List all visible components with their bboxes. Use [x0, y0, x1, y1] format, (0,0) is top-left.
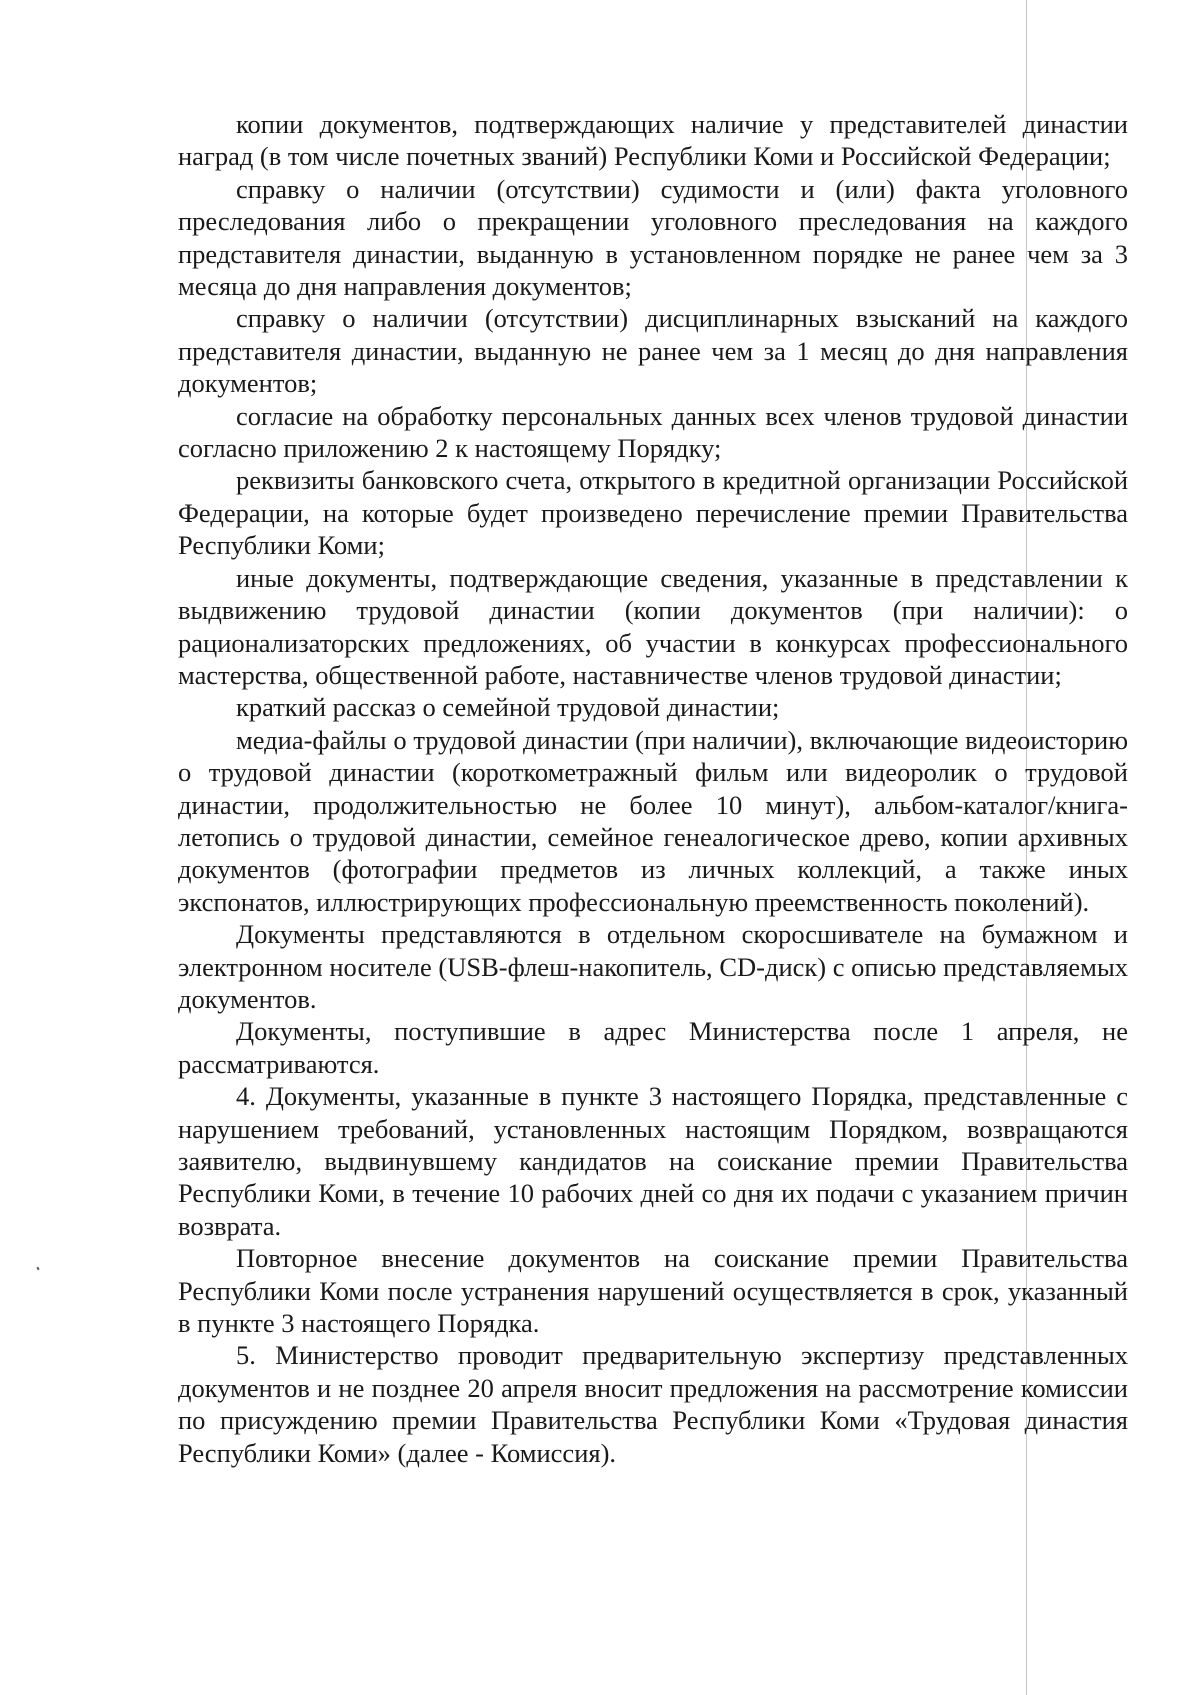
- document-body: [178, 108, 1128, 1469]
- paragraph-awards-copies: копии документов, подтверждающих наличие у представителей династии наград (в том числе почетных званий) Республики Коми и Российской Федерации;: [178, 109, 1128, 172]
- paragraph-submission-format: Документы представляются в отдельном скоросшивателе на бумажном и электронном носителе (USB-флеш-накопитель, CD-диск) с описью представляемых документов.: [178, 919, 1128, 1014]
- paragraph-media-files: медиа-файлы о трудовой династии (при наличии), включающие видеоисторию о трудовой династии (короткометражный фильм или видеоролик о трудовой династии, продолжительностью не более 10 минут), альбом-каталог/книга-летопись о трудовой династии, семейное генеалогическое древо, копии архивных документов (фотографии предметов из личных коллекций, а также иных экспонатов, иллюстрирующих профессиональную преемственность поколений).: [178, 724, 1128, 917]
- paragraph-item-5: 5. Министерство проводит предварительную экспертизу представленных документов и не позднее 20 апреля вносит предложения на рассмотрение комиссии по присуждению премии Правительства Республики Коми «Трудовая династия Республики Коми» (далее - Комиссия).: [178, 1340, 1128, 1468]
- scan-speck: [36, 1267, 39, 1271]
- paragraph-item-4: 4. Документы, указанные в пункте 3 настоящего Порядка, представленные с нарушением требований, установленных настоящим Порядком, возвращаются заявителю, выдвинувшему кандидатов на соискание премии Правительства Республики Коми, в течение 10 рабочих дней со дня их подачи с указанием причин возврата.: [178, 1081, 1128, 1241]
- paragraph-personal-data-consent: согласие на обработку персональных данных всех членов трудовой династии согласно приложению 2 к настоящему Порядку;: [178, 400, 1128, 464]
- paragraph-criminal-record-certificate: справку о наличии (отсутствии) судимости и (или) факта уголовного преследования либо о прекращении уголовного преследования на каждого представителя династии, выданную в установленном порядке не ранее чем за 3 месяца до дня направления документов;: [178, 173, 1128, 302]
- paragraph-short-story: краткий рассказ о семейной трудовой династии;: [236, 692, 780, 723]
- paragraph-other-documents: иные документы, подтверждающие сведения, указанные в представлении к выдвижению трудовой династии (копии документов (при наличии): о рационализаторских предложениях, об участии в конкурсах профессионального мастерства, общественной работе, наставничестве членов трудовой династии;: [178, 562, 1128, 690]
- paragraph-disciplinary-certificate: справку о наличии (отсутствии) дисциплинарных взысканий на каждого представителя династии, выданную не ранее чем за 1 месяц до дня направления документов;: [178, 303, 1128, 399]
- paragraph-resubmission: Повторное внесение документов на соискание премии Правительства Республики Коми после устранения нарушений осуществляется в срок, указанный в пункте 3 настоящего Порядка.: [178, 1243, 1128, 1339]
- paragraph-bank-details: реквизиты банковского счета, открытого в кредитной организации Российской Федерации, на которые будет произведено перечисление премии Правительства Республики Коми;: [178, 465, 1128, 561]
- paragraph-deadline: Документы, поступившие в адрес Министерства после 1 апреля, не рассматриваются.: [178, 1016, 1128, 1079]
